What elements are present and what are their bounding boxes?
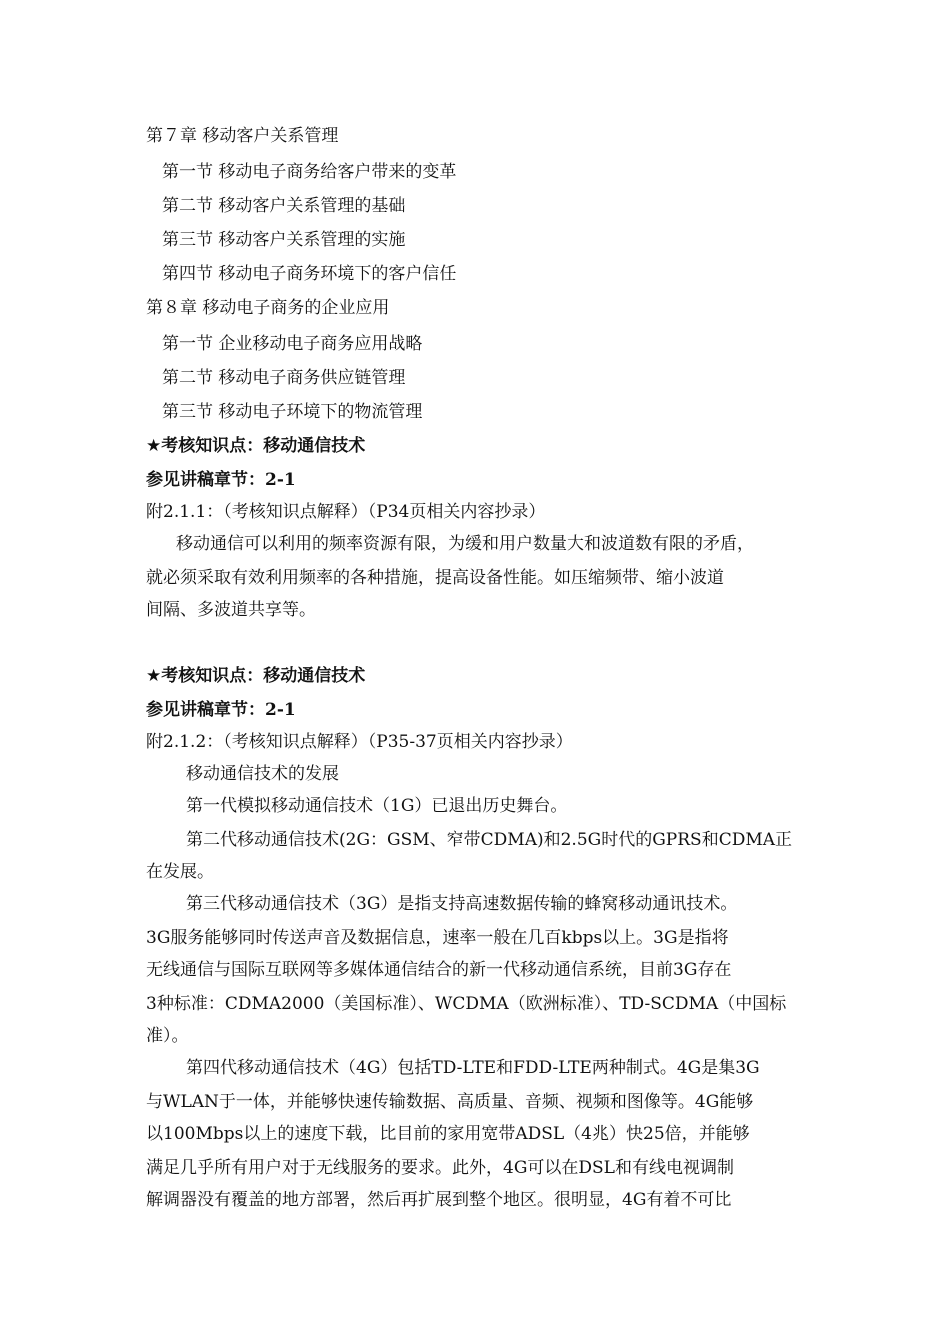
chapter-8-heading: 第８章 移动电子商务的企业应用 (146, 298, 390, 318)
paragraph-line: 第四代移动通信技术（4G）包括TD-LTE和FDD-LTE两种制式。4G是集3G (186, 1058, 760, 1078)
paragraph-1g: 第一代模拟移动通信技术（1G）已退出历史舞台。 (186, 796, 568, 816)
chapter-8-section-3: 第三节 移动电子环境下的物流管理 (162, 402, 423, 422)
star-icon: ★ (146, 436, 162, 456)
chapter-7-section-2: 第二节 移动客户关系管理的基础 (162, 196, 406, 216)
star-icon: ★ (146, 666, 162, 686)
section-subtitle: 移动通信技术的发展 (186, 764, 339, 784)
chapter-7-heading: 第７章 移动客户关系管理 (146, 126, 339, 146)
chapter-8-section-1: 第一节 企业移动电子商务应用战略 (162, 334, 423, 354)
knowledge-point-heading (146, 666, 826, 686)
chapter-8-section-2: 第二节 移动电子商务供应链管理 (162, 368, 406, 388)
paragraph-line: 第三代移动通信技术（3G）是指支持高速数据传输的蜂窝移动通讯技术。 (186, 894, 738, 914)
paragraph-line: 与WLAN于一体，并能够快速传输数据、高质量、音频、视频和图像等。4G能够 (146, 1092, 754, 1112)
paragraph-line: 3G服务能够同时传送声音及数据信息，速率一般在几百kbps以上。3G是指将 (146, 928, 729, 948)
paragraph-line: 满足几乎所有用户对于无线服务的要求。此外，4G可以在DSL和有线电视调制 (146, 1158, 734, 1178)
paragraph-line: 第二代移动通信技术(2G：GSM、窄带CDMA)和2.5G时代的GPRS和CDMA正 (186, 830, 793, 850)
paragraph-line: 在发展。 (146, 862, 214, 882)
paragraph-line: 就必须采取有效利用频率的各种措施，提高设备性能。如压缩频带、缩小波道 (146, 568, 724, 588)
paragraph-line: 准）。 (146, 1026, 189, 1046)
chapter-7-section-3: 第三节 移动客户关系管理的实施 (162, 230, 406, 250)
paragraph-line: 以100Mbps以上的速度下载，比目前的家用宽带ADSL（4兆）快25倍，并能够 (146, 1124, 750, 1144)
paragraph-line: 间隔、多波道共享等。 (146, 600, 316, 620)
knowledge-point-heading (146, 436, 826, 456)
chapter-7-section-1: 第一节 移动电子商务给客户带来的变革 (162, 162, 457, 182)
annex-label: 附2.1.2：（考核知识点解释）（P35-37页相关内容抄录） (146, 732, 573, 752)
chapter-7-section-4: 第四节 移动电子商务环境下的客户信任 (162, 264, 457, 284)
paragraph-line: 解调器没有覆盖的地方部署，然后再扩展到整个地区。很明显，4G有着不可比 (146, 1190, 732, 1210)
paragraph-line: 移动通信可以利用的频率资源有限，为缓和用户数量大和波道数有限的矛盾， (176, 534, 754, 554)
paragraph-line: 3种标准：CDMA2000（美国标准）、WCDMA（欧洲标准）、TD-SCDMA（中国标 (146, 994, 787, 1014)
knowledge-point-title: 考核知识点：移动通信技术 (161, 436, 366, 456)
paragraph-line: 无线通信与国际互联网等多媒体通信结合的新一代移动通信系统，目前3G存在 (146, 960, 732, 980)
lecture-reference: 参见讲稿章节：2-1 (146, 470, 296, 490)
lecture-reference: 参见讲稿章节：2-1 (146, 700, 296, 720)
knowledge-point-title: 考核知识点：移动通信技术 (161, 666, 366, 686)
annex-label: 附2.1.1：（考核知识点解释）（P34页相关内容抄录） (146, 502, 546, 522)
